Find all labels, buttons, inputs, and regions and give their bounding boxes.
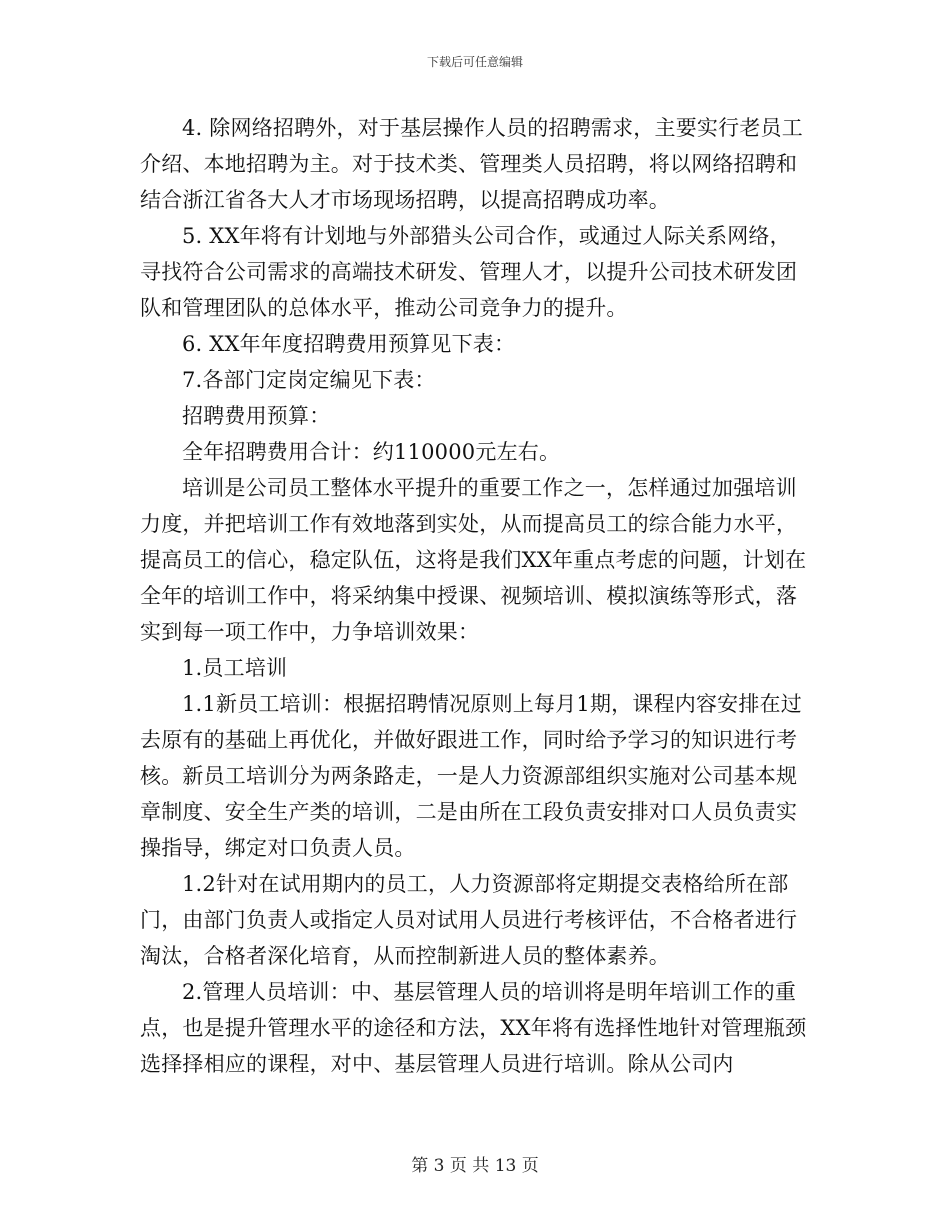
paragraph-new-employee-training: 1.1新员工培训：根据招聘情况原则上每月1期，课程内容安排在过去原有的基础上再优化，并做好跟进工作，同时给予学习的知识进行考核。新员工培训分为两条路走，一是人力资源部组织实施对公司基本规章制度、安全生产类的培训，二是由所在工段负责安排对口人员负责实操指导，绑定对口负责人员。 [140,692,802,860]
paragraph-recruitment-budget-heading: 招聘费用预算： [182,404,331,428]
page-footer: 第 3 页 共 13 页 [411,1156,539,1176]
page-header: 下载后可任意编辑 [426,55,523,69]
document-body [140,110,810,1082]
paragraph-employee-training-heading: 1.员工培训 [182,656,288,680]
paragraph-item-6: 6. XX年年度招聘费用预算见下表： [182,332,516,356]
paragraph-training-overview: 培训是公司员工整体水平提升的重要工作之一，怎样通过加强培训力度，并把培训工作有效地落到实处，从而提高员工的综合能力水平，提高员工的信心，稳定队伍，这将是我们XX年重点考虑的问题，计划在全年的培训工作中，将采纳集中授课、视频培训、模拟演练等形式，落实到每一项工作中，力争培训效果： [140,476,807,644]
paragraph-item-5: 5. XX年将有计划地与外部猎头公司合作，或通过人际关系网络，寻找符合公司需求的高端技术研发、管理人才，以提升公司技术研发团队和管理团队的总体水平，推动公司竞争力的提升。 [140,224,798,320]
paragraph-management-training: 2.管理人员培训：中、基层管理人员的培训将是明年培训工作的重点，也是提升管理水平的途径和方法，XX年将有选择性地针对管理瓶颈选择择相应的课程，对中、基层管理人员进行培训。除从公司内 [140,980,807,1076]
paragraph-item-7: 7.各部门定岗定编见下表： [182,368,436,392]
paragraph-item-4: 4. 除网络招聘外，对于基层操作人员的招聘需求，主要实行老员工介绍、本地招聘为主。对于技术类、管理类人员招聘，将以网络招聘和结合浙江省各大人才市场现场招聘，以提高招聘成功率。 [140,116,803,212]
paragraph-annual-total: 全年招聘费用合计：约110000元左右。 [182,440,561,464]
paragraph-probation-employee-training: 1.2针对在试用期内的员工，人力资源部将定期提交表格给所在部门，由部门负责人或指定人员对试用人员进行考核评估，不合格者进行淘汰，合格者深化培育，从而控制新进人员的整体素养。 [140,872,798,968]
